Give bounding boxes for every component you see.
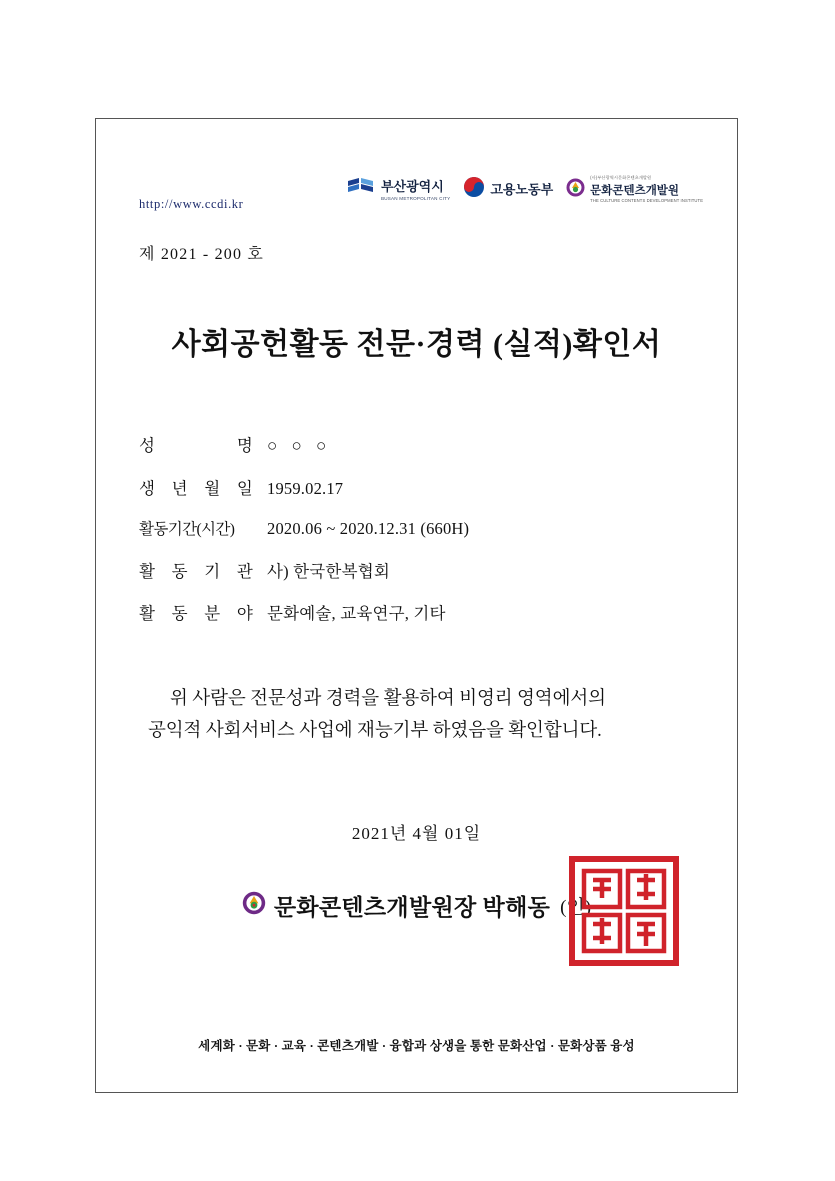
- body-line-2: 공익적 사회서비스 사업에 재능기부 하였음을 확인합니다.: [148, 720, 602, 741]
- issue-date: 2021년 4월 01일: [351, 824, 482, 843]
- field-name-value: ○ ○ ○: [267, 436, 332, 455]
- taegeuk-icon: [463, 176, 485, 203]
- field-activity-area-value: 문화예술, 교육연구, 기타: [267, 604, 446, 623]
- certificate-title: 사회공헌활동 전문·경력 (실적)확인서: [171, 328, 662, 361]
- certificate-body: [148, 684, 700, 748]
- certificate-frame: [95, 118, 738, 1093]
- ccdi-emblem-icon: [566, 178, 585, 202]
- field-organization-label: 활 동 기 관: [139, 561, 253, 581]
- field-activity-area: [139, 600, 699, 624]
- field-birthdate-value: 1959.02.17: [267, 478, 344, 498]
- field-list: [139, 432, 699, 643]
- signatory-name: 문화콘텐츠개발원장 박해동: [273, 895, 551, 920]
- website-url: http://www.ccdi.kr: [139, 197, 244, 211]
- seal-paren-text: (인): [560, 897, 592, 918]
- culture-contents-development-institute-logo: [566, 176, 703, 203]
- certificate-header: [96, 119, 737, 229]
- body-line-1: 위 사람은 전문성과 경력을 활용하여 비영리 영역에서의: [170, 689, 606, 709]
- field-activity-period-label: 활동기간(시간): [139, 521, 235, 538]
- field-name-label: 성 명: [139, 436, 253, 455]
- field-birthdate-label: 생 년 월 일: [139, 478, 253, 498]
- field-birthdate: [139, 475, 699, 499]
- field-activity-period: [139, 517, 699, 539]
- busan-logo-text: 부산광역시 BUSAN METROPOLITAN CITY: [381, 179, 451, 202]
- field-activity-area-label: 활 동 분 야: [139, 604, 253, 623]
- field-activity-period-value: 2020.06 ~ 2020.12.31 (660H): [267, 519, 470, 538]
- labor-logo-text: 고용노동부: [490, 181, 554, 197]
- footer-tagline: 세계화 · 문화 · 교육 · 콘텐츠개발 · 융합과 상생을 통한 문화산업 · 문화상품 융성: [198, 1039, 635, 1053]
- logo-group: [346, 176, 703, 203]
- document-number: 제 2021 - 200 호: [139, 246, 265, 263]
- field-name: [139, 432, 699, 456]
- ccdi-logo-text: (사)부산광역시문화콘텐츠개발원 문화콘텐츠개발원 THE CULTURE CONTENTS DEVELOPMENT INSTITUTE: [590, 175, 704, 203]
- field-organization-value: 사) 한국한복협회: [267, 561, 390, 581]
- official-red-seal: [569, 856, 679, 966]
- busan-metropolitan-city-logo: [346, 176, 450, 203]
- ccdi-emblem-icon: [242, 891, 266, 920]
- ministry-of-employment-and-labor-logo: [463, 176, 553, 203]
- busan-wave-icon: [346, 176, 376, 203]
- field-organization: [139, 558, 699, 582]
